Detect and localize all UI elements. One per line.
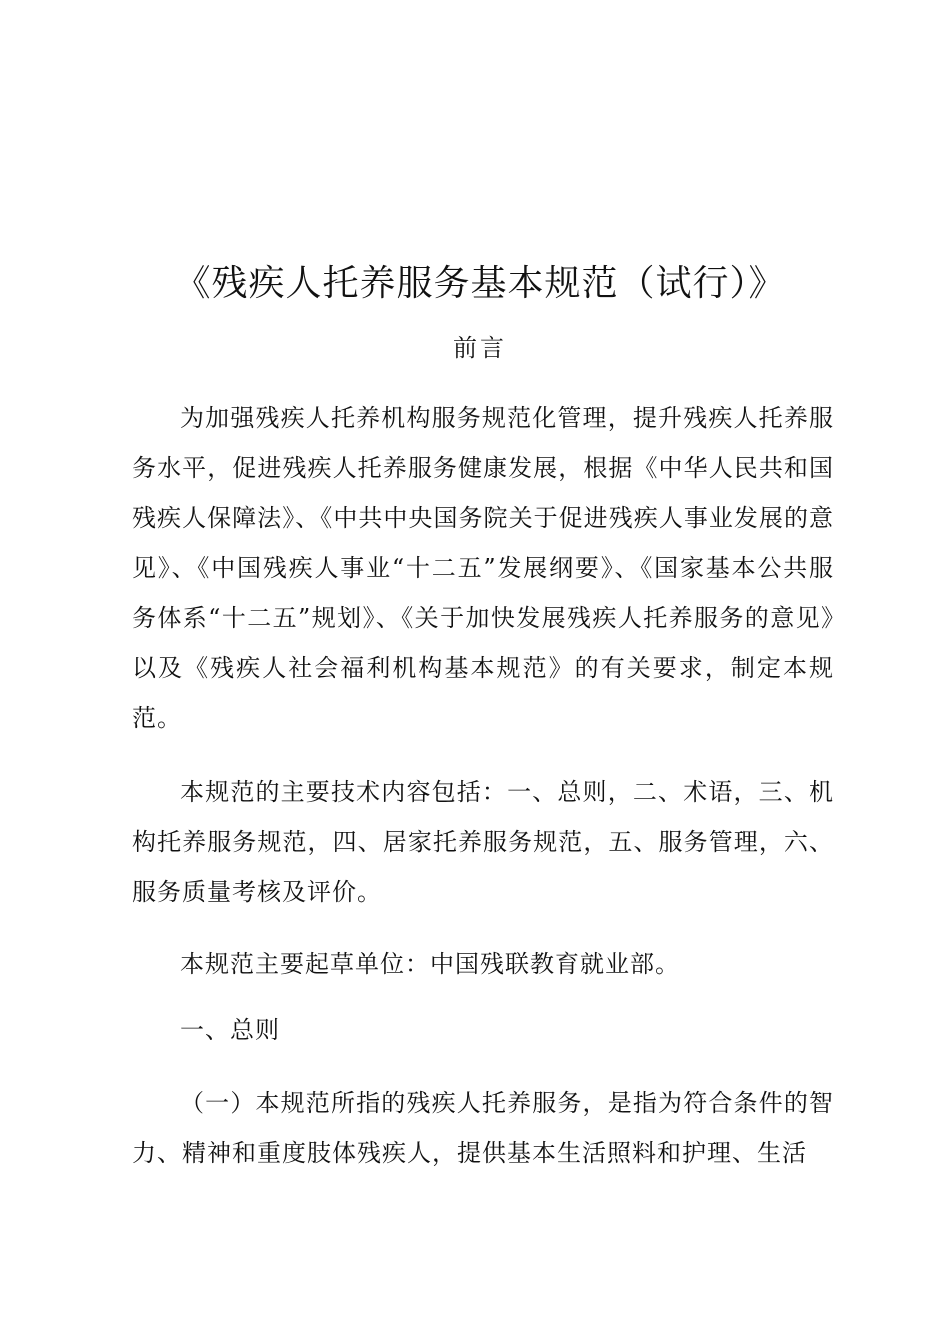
paragraph-purpose: 为加强残疾人托养机构服务规范化管理，提升残疾人托养服务水平，促进残疾人托养服务健康发展，根据《中华人民共和国残疾人保障法》、《中共中央国务院关于促进残疾人事业发展的意见》、《中国残疾人事业“十二五”发展纲要》、《国家基本公共服务体系“十二五”规划》、《关于加快发展残疾人托养服务的意见》以及《残疾人社会福利机构基本规范》的有关要求，制定本规范。 xyxy=(132,404,834,732)
section-heading-general: 一、总则 xyxy=(180,1016,280,1044)
paragraph-definition: （一）本规范所指的残疾人托养服务，是指为符合条件的智力、精神和重度肢体残疾人，提供基本生活照料和护理、生活 xyxy=(132,1089,834,1167)
paragraph-drafting-unit: 本规范主要起草单位：中国残联教育就业部。 xyxy=(180,950,680,978)
paragraph-contents: 本规范的主要技术内容包括：一、总则，二、术语，三、机构托养服务规范，四、居家托养服务规范，五、服务管理，六、服务质量考核及评价。 xyxy=(132,778,834,906)
section-heading-preface: 前言 xyxy=(453,334,507,362)
document-title: 《残疾人托养服务基本规范（试行）》 xyxy=(174,263,786,304)
